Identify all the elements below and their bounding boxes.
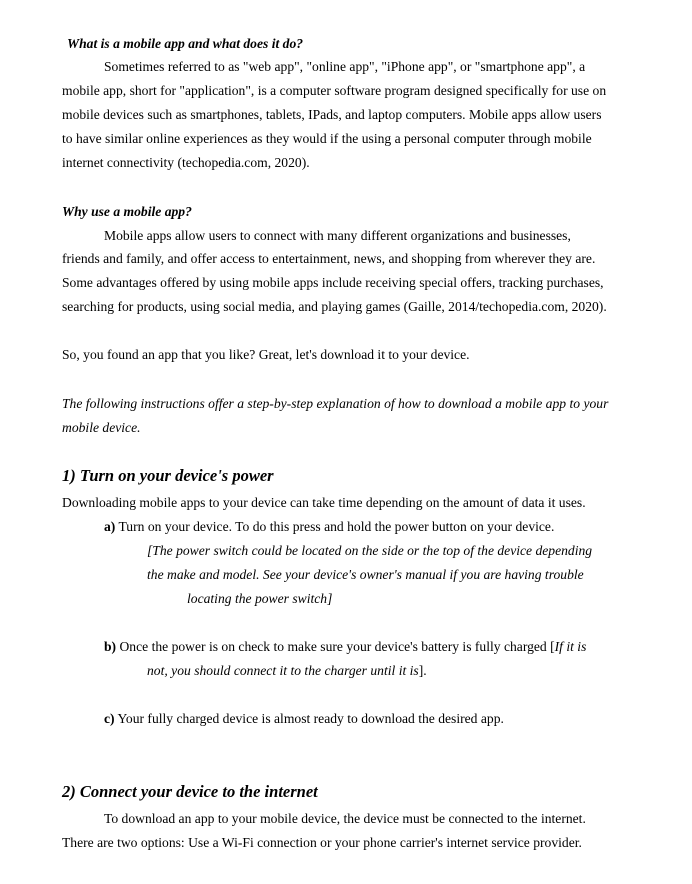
instructions-line: mobile device. <box>62 420 141 435</box>
paragraph-line: There are two options: Use a Wi-Fi connection or your phone carrier's internet service provider. <box>62 835 582 850</box>
section-heading: What is a mobile app and what does it do? <box>67 36 304 51</box>
note-line: the make and model. See your device's owner's manual if you are having trouble <box>147 567 584 582</box>
paragraph-line: Sometimes referred to as "web app", "online app", "iPhone app", or "smartphone app", a <box>104 59 586 74</box>
note-line: [The power switch could be located on the side or the top of the device depending <box>147 543 593 558</box>
step-item-c <box>104 710 504 728</box>
instructions-line: The following instructions offer a step-by-step explanation of how to download a mobile app to your <box>62 396 609 411</box>
section-heading: Why use a mobile app? <box>62 204 192 219</box>
paragraph-line: searching for products, using social media, and playing games (Gaille, 2014/techopedia.com, 2020). <box>62 299 607 314</box>
paragraph-line: internet connectivity (techopedia.com, 2020). <box>62 155 310 170</box>
item-text: Your fully charged device is almost ready to download the desired app. <box>114 711 504 726</box>
step-heading: 1) Turn on your device's power <box>62 466 274 485</box>
note-line <box>147 662 427 680</box>
item-text: Turn on your device. To do this press and hold the power button on your device. <box>115 519 555 534</box>
item-label: c) <box>104 711 115 726</box>
paragraph-line: mobile devices such as smartphones, tablets, IPads, and laptop computers. Mobile apps allow users <box>62 107 602 122</box>
item-label: a) <box>104 519 116 534</box>
item-text: Once the power is on check to make sure your device's battery is fully charged [ <box>116 639 555 654</box>
intro-text: So, you found an app that you like? Great, let's download it to your device. <box>62 347 470 362</box>
item-label: b) <box>104 639 117 654</box>
paragraph-line: Mobile apps allow users to connect with many different organizations and businesses, <box>104 228 571 243</box>
step-item-a <box>104 518 554 536</box>
step-item-b <box>104 638 586 656</box>
note-end: ]. <box>418 663 427 678</box>
paragraph-line: to have similar online experiences as they would if the using a personal computer through mobile <box>62 131 592 146</box>
note-text: not, you should connect it to the charger until it is <box>147 663 419 678</box>
paragraph-line: mobile app, short for "application", is a computer software program designed specifically for use on <box>62 83 607 98</box>
paragraph-line: Some advantages offered by using mobile apps include receiving special offers, tracking purchases, <box>62 275 604 290</box>
paragraph-line: friends and family, and offer access to entertainment, news, and shopping from wherever they are. <box>62 251 596 266</box>
paragraph-line: To download an app to your mobile device, the device must be connected to the internet. <box>104 811 586 826</box>
step-intro: Downloading mobile apps to your device can take time depending on the amount of data it uses. <box>62 495 586 510</box>
step-heading: 2) Connect your device to the internet <box>62 782 318 801</box>
note-line: locating the power switch] <box>187 591 333 606</box>
note-text: If it is <box>554 639 587 654</box>
